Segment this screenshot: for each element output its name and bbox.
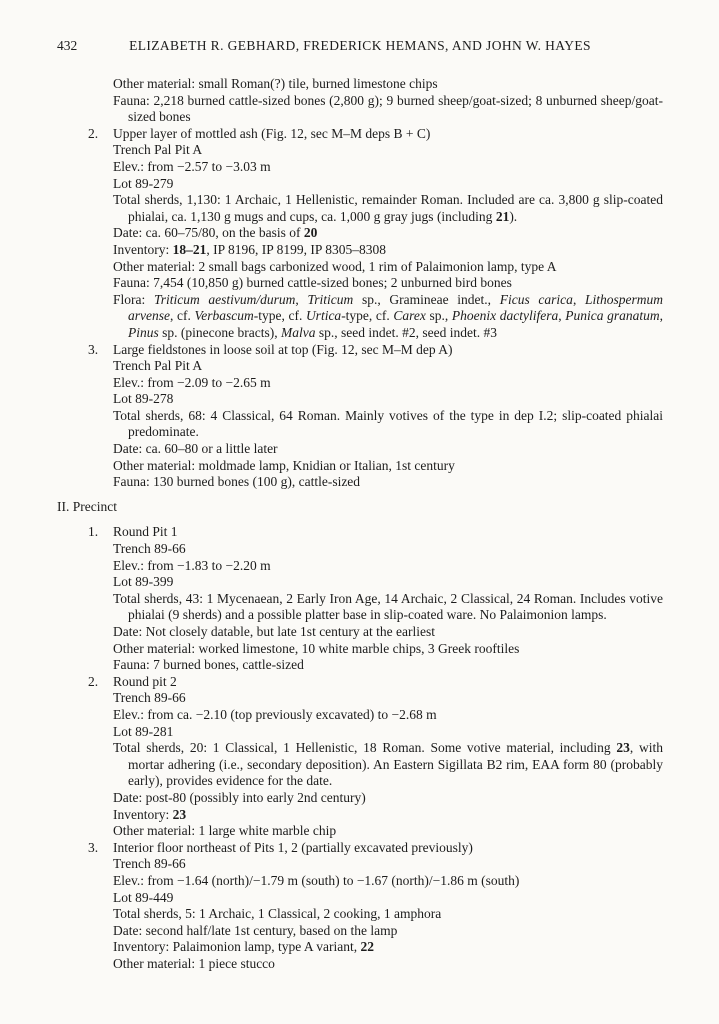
text-run: sp. (pinecone bracts), [158,324,281,340]
entry-line [57,358,663,375]
text-run: Total sherds, 43: 1 Mycenaean, 2 Early Iron Age, 14 Archaic, 2 Classical, 24 Roman. Includes votive phialai (9 sherds) and a possible platter base in slip-coated ware. No Palaimonion lamps. [113,590,663,623]
text-run: Elev.: from ca. −2.10 (top previously excavated) to −2.68 m [113,706,437,722]
text-run: Date: post-80 (possibly into early 2nd century) [113,789,366,805]
entry-line [57,890,663,907]
text-run: Interior floor northeast of Pits 1, 2 (partially excavated previously) [113,839,473,855]
text-run: Total sherds, 68: 4 Classical, 64 Roman. Mainly votives of the type in dep I.2; slip-coated phialai predominate. [113,407,663,440]
entry-number: 3. [88,341,99,357]
entry-number: 2. [88,673,99,689]
text-run: Elev.: from −2.09 to −2.65 m [113,374,271,390]
section-heading [57,499,663,516]
text-run: Elev.: from −1.64 (north)/−1.79 m (south) to −1.67 (north)/−1.86 m (south) [113,872,520,888]
text-run: Urtica [305,308,342,324]
text-run: ). [509,208,518,224]
entry-heading [57,840,663,857]
entry-number: 1. [88,524,99,540]
entry-line [57,541,663,558]
text-run: -type, cf. [341,308,394,324]
entry-line [57,408,663,441]
entry-line [57,391,663,408]
text-run: Inventory: [113,806,173,822]
entry-line [57,657,663,674]
entry-line [57,574,663,591]
text-run: Lot 89-399 [113,574,174,590]
text-run: Date: second half/late 1st century, based on the lamp [113,922,398,938]
text-run: Triticum aestivum/durum [153,291,296,307]
text-run: Total sherds, 20: 1 Classical, 1 Hellenistic, 18 Roman. Some votive material, including [113,740,617,756]
entry-heading [57,342,663,359]
text-run: , cf. [169,308,195,324]
text-run: Other material: small Roman(?) tile, burned limestone chips [113,76,438,91]
entry-line [57,939,663,956]
text-run: Punica granatum [565,308,660,324]
text-run: Trench Pal Pit A [113,142,203,158]
entry-line [57,906,663,923]
entry-heading [57,126,663,143]
text-run: Round Pit 1 [113,524,178,540]
text-run: Other material: 2 small bags carbonized wood, 1 rim of Palaimonion lamp, type A [113,258,557,274]
entry-line [57,225,663,242]
entry-heading [57,524,663,541]
entry-number: 3. [88,839,99,855]
text-run: Malva [280,324,316,340]
entry-line [57,591,663,624]
text-run: Date: ca. 60–75/80, on the basis of [113,225,304,241]
entry-number: 2. [88,125,99,141]
entry-line [57,707,663,724]
text-run: Fauna: 2,218 burned cattle-sized bones (2,800 g); 9 burned sheep/goat-sized; 8 unburned sheep/goat-sized bones [113,92,663,125]
text-run: II. Precinct [57,498,117,514]
text-run: Ficus carica [499,291,573,307]
text-run: 20 [303,225,318,241]
text-run: Fauna: 130 burned bones (100 g), cattle-sized [113,474,361,490]
text-run: , [659,308,663,324]
entry-line [57,956,663,973]
entry-line [57,159,663,176]
entry-line [57,740,663,790]
entry-line [57,275,663,292]
text-run: Lithospermum arvense [128,291,664,324]
entry-line [57,790,663,807]
entry-line [57,873,663,890]
entry-line [57,76,663,93]
text-run: Pinus [128,324,159,340]
text-run: Inventory: [113,241,173,257]
text-run: Carex [393,308,426,324]
text-run: Other material: 1 piece stucco [113,955,275,971]
text-run: Round pit 2 [113,673,177,689]
entry-line [57,375,663,392]
page-number: 432 [57,38,78,53]
text-run: , [295,291,308,307]
entry-line [57,856,663,873]
text-run: Elev.: from −2.57 to −3.03 m [113,158,271,174]
text-run: Large fieldstones in loose soil at top (Fig. 12, sec M–M dep A) [113,341,453,357]
running-head-authors: ELIZABETH R. GEBHARD, FREDERICK HEMANS, AND JOHN W. HAYES [129,38,591,53]
entry-line [57,807,663,824]
entry-line [57,458,663,475]
text-run: Other material: worked limestone, 10 white marble chips, 3 Greek rooftiles [113,640,520,656]
entry-line [57,624,663,641]
entry-line [57,292,663,342]
text-run: sp., [425,308,452,324]
text-run: , with mortar adhering (i.e., secondary deposition). An Eastern Sigillata B2 rim, EAA form 80 (probably early), provides evidence for the date. [128,740,663,789]
running-header [57,38,663,55]
text-run: Other material: moldmade lamp, Knidian or Italian, 1st century [113,457,455,473]
text-run: 23 [172,806,187,822]
text-run: Date: ca. 60–80 or a little later [113,441,278,457]
text-run: Other material: 1 large white marble chip [113,823,337,839]
text-run: Lot 89-279 [113,175,174,191]
text-run: Inventory: Palaimonion lamp, type A variant, [113,939,361,955]
text-run: Trench Pal Pit A [113,358,203,374]
entry-line [57,93,663,126]
entry-line [57,242,663,259]
text-run: 22 [360,939,374,955]
text-run: -type, cf. [253,308,306,324]
entry-line [57,192,663,225]
text-run: Elev.: from −1.83 to −2.20 m [113,557,271,573]
text-run: Fauna: 7,454 (10,850 g) burned cattle-sized bones; 2 unburned bird bones [113,275,512,291]
text-run: Triticum [307,291,354,307]
entry-line [57,724,663,741]
text-run: Upper layer of mottled ash (Fig. 12, sec M–M deps B + C) [113,125,431,141]
page-body [57,76,663,972]
text-run: Trench 89-66 [113,541,186,557]
text-run: , IP 8196, IP 8199, IP 8305–8308 [206,241,387,257]
text-run: Total sherds, 1,130: 1 Archaic, 1 Hellenistic, remainder Roman. Included are ca. 3,800 g slip-coated phialai, ca. 1,130 g mugs and cups, ca. 1,000 g gray jugs (including [113,192,663,224]
entry-line [57,176,663,193]
text-run: , [558,308,566,324]
text-run: , [572,291,586,307]
text-run: Date: Not closely datable, but late 1st century at the earliest [113,624,436,639]
entry-line [57,259,663,276]
text-run: 23 [616,740,630,756]
text-run: Trench 89-66 [113,856,186,872]
text-run: Flora: [113,291,154,307]
text-run: sp., seed indet. #2, seed indet. #3 [315,324,497,340]
entry-line [57,923,663,940]
text-run: Lot 89-449 [113,889,174,905]
text-run: Total sherds, 5: 1 Archaic, 1 Classical, 2 cooking, 1 amphora [113,906,442,922]
entry-line [57,558,663,575]
entry-line [57,641,663,658]
entry-line [57,690,663,707]
entry-line [57,474,663,491]
text-run: Trench 89-66 [113,690,186,706]
text-run: Lot 89-281 [113,723,174,739]
entry-heading [57,674,663,691]
text-run: Phoenix dactylifera [451,308,559,324]
text-run: 18–21 [172,241,207,257]
text-run: sp., Gramineae indet., [353,291,500,307]
text-run: 21 [495,208,510,224]
text-run: Lot 89-278 [113,391,174,407]
text-run: Fauna: 7 burned bones, cattle-sized [113,657,304,673]
text-run: Verbascum [194,308,254,324]
entry-line [57,142,663,159]
entry-line [57,823,663,840]
entry-line [57,441,663,458]
